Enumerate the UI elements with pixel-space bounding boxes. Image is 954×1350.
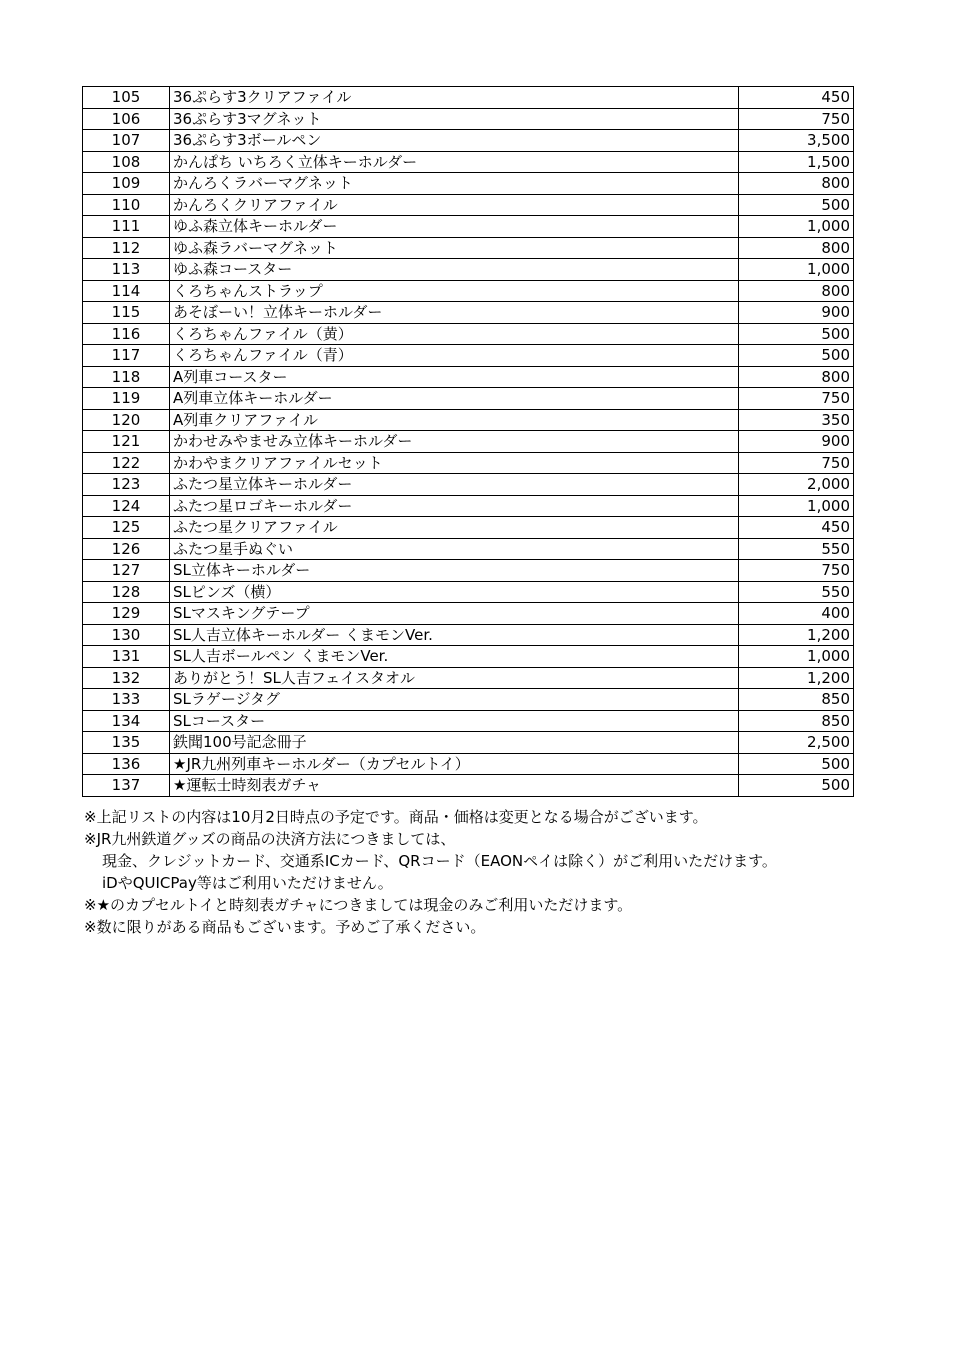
item-name: ふたつ星クリアファイル — [170, 517, 739, 539]
item-price: 3,500 — [739, 130, 854, 152]
item-number: 137 — [83, 775, 170, 797]
table-row — [83, 495, 854, 517]
notes-section — [84, 806, 777, 938]
item-name: かんぱち いちろく立体キーホルダー — [170, 151, 739, 173]
item-price: 350 — [739, 409, 854, 431]
item-number: 123 — [83, 474, 170, 496]
item-name: SLラゲージタグ — [170, 689, 739, 711]
table-row — [83, 689, 854, 711]
item-name: ふたつ星ロゴキーホルダー — [170, 495, 739, 517]
item-price: 850 — [739, 710, 854, 732]
table-row — [83, 667, 854, 689]
item-name: SL立体キーホルダー — [170, 560, 739, 582]
item-price: 800 — [739, 173, 854, 195]
note-line: 現金、クレジットカード、交通系ICカード、QRコード（EAONペイは除く）がご利用いただけます。 — [102, 852, 777, 870]
item-number: 120 — [83, 409, 170, 431]
item-price: 500 — [739, 753, 854, 775]
item-number: 119 — [83, 388, 170, 410]
item-number: 126 — [83, 538, 170, 560]
table-row — [83, 753, 854, 775]
item-name: ★運転士時刻表ガチャ — [170, 775, 739, 797]
item-name: A列車コースター — [170, 366, 739, 388]
item-name: あそぼーい！立体キーホルダー — [170, 302, 739, 324]
item-number: 121 — [83, 431, 170, 453]
item-price: 550 — [739, 581, 854, 603]
table-row — [83, 302, 854, 324]
table-row — [83, 345, 854, 367]
item-name: かんろくラバーマグネット — [170, 173, 739, 195]
item-price: 1,500 — [739, 151, 854, 173]
item-name: SLコースター — [170, 710, 739, 732]
item-number: 111 — [83, 216, 170, 238]
item-name: ★JR九州列車キーホルダー（カプセルトイ） — [170, 753, 739, 775]
table-row — [83, 646, 854, 668]
item-name: SL人吉ボールペン くまモンVer. — [170, 646, 739, 668]
item-price: 900 — [739, 302, 854, 324]
table-row — [83, 775, 854, 797]
item-price: 2,000 — [739, 474, 854, 496]
table-row — [83, 560, 854, 582]
item-name: ふたつ星手ぬぐい — [170, 538, 739, 560]
item-number: 115 — [83, 302, 170, 324]
item-price: 500 — [739, 194, 854, 216]
item-number: 108 — [83, 151, 170, 173]
item-price: 800 — [739, 237, 854, 259]
table-row — [83, 151, 854, 173]
note-line: ※上記リストの内容は10月2日時点の予定です。商品・価格は変更となる場合がございます。 — [84, 808, 708, 826]
item-price: 1,000 — [739, 259, 854, 281]
item-price: 1,200 — [739, 667, 854, 689]
item-name: ふたつ星立体キーホルダー — [170, 474, 739, 496]
table-row — [83, 108, 854, 130]
table-row — [83, 194, 854, 216]
item-number: 114 — [83, 280, 170, 302]
item-number: 107 — [83, 130, 170, 152]
table-row — [83, 323, 854, 345]
goods-price-list — [82, 86, 854, 797]
item-price: 850 — [739, 689, 854, 711]
item-name: かんろくクリアファイル — [170, 194, 739, 216]
item-price: 450 — [739, 517, 854, 539]
item-number: 135 — [83, 732, 170, 754]
item-price: 450 — [739, 87, 854, 109]
item-number: 124 — [83, 495, 170, 517]
item-name: かわせみやませみ立体キーホルダー — [170, 431, 739, 453]
note-line: iDやQUICPay等はご利用いただけません。 — [102, 874, 393, 892]
table-row — [83, 581, 854, 603]
item-price: 1,000 — [739, 646, 854, 668]
item-number: 130 — [83, 624, 170, 646]
table-row — [83, 87, 854, 109]
item-name: SL人吉立体キーホルダー くまモンVer. — [170, 624, 739, 646]
table-row — [83, 624, 854, 646]
item-name: 36ぷらす3マグネット — [170, 108, 739, 130]
item-price: 500 — [739, 345, 854, 367]
table-row — [83, 431, 854, 453]
item-name: SLマスキングテープ — [170, 603, 739, 625]
table-row — [83, 452, 854, 474]
table-row — [83, 388, 854, 410]
item-number: 106 — [83, 108, 170, 130]
item-price: 800 — [739, 366, 854, 388]
item-number: 136 — [83, 753, 170, 775]
table-row — [83, 130, 854, 152]
item-name: ゆふ森ラバーマグネット — [170, 237, 739, 259]
note-line: ※★のカプセルトイと時刻表ガチャにつきましては現金のみご利用いただけます。 — [84, 896, 633, 914]
table-row — [83, 538, 854, 560]
item-number: 117 — [83, 345, 170, 367]
item-name: くろちゃんファイル（黄） — [170, 323, 739, 345]
table-row — [83, 710, 854, 732]
item-name: かわやまクリアファイルセット — [170, 452, 739, 474]
item-number: 105 — [83, 87, 170, 109]
item-price: 550 — [739, 538, 854, 560]
item-name: 36ぷらす3クリアファイル — [170, 87, 739, 109]
item-name: 鉄聞100号記念冊子 — [170, 732, 739, 754]
goods-table — [82, 86, 854, 797]
item-name: A列車クリアファイル — [170, 409, 739, 431]
item-name: ありがとう！SL人吉フェイスタオル — [170, 667, 739, 689]
item-name: くろちゃんストラップ — [170, 280, 739, 302]
table-row — [83, 366, 854, 388]
item-price: 1,000 — [739, 495, 854, 517]
table-row — [83, 237, 854, 259]
item-number: 112 — [83, 237, 170, 259]
table-row — [83, 474, 854, 496]
item-price: 500 — [739, 323, 854, 345]
item-number: 129 — [83, 603, 170, 625]
table-row — [83, 517, 854, 539]
item-number: 110 — [83, 194, 170, 216]
item-price: 750 — [739, 452, 854, 474]
item-number: 118 — [83, 366, 170, 388]
item-number: 127 — [83, 560, 170, 582]
item-number: 113 — [83, 259, 170, 281]
table-row — [83, 280, 854, 302]
item-number: 128 — [83, 581, 170, 603]
item-price: 750 — [739, 108, 854, 130]
goods-table-body — [83, 87, 854, 797]
item-price: 500 — [739, 775, 854, 797]
item-number: 133 — [83, 689, 170, 711]
item-number: 132 — [83, 667, 170, 689]
table-row — [83, 173, 854, 195]
item-price: 750 — [739, 560, 854, 582]
item-price: 1,000 — [739, 216, 854, 238]
item-price: 750 — [739, 388, 854, 410]
item-number: 131 — [83, 646, 170, 668]
item-price: 400 — [739, 603, 854, 625]
item-name: SLピンズ（横） — [170, 581, 739, 603]
item-price: 800 — [739, 280, 854, 302]
item-name: くろちゃんファイル（青） — [170, 345, 739, 367]
table-row — [83, 259, 854, 281]
table-row — [83, 216, 854, 238]
item-price: 2,500 — [739, 732, 854, 754]
item-number: 134 — [83, 710, 170, 732]
item-number: 116 — [83, 323, 170, 345]
item-name: ゆふ森立体キーホルダー — [170, 216, 739, 238]
item-name: A列車立体キーホルダー — [170, 388, 739, 410]
note-line: ※JR九州鉄道グッズの商品の決済方法につきましては、 — [84, 830, 456, 848]
item-price: 1,200 — [739, 624, 854, 646]
note-line: ※数に限りがある商品もございます。予めご了承ください。 — [84, 918, 486, 936]
item-number: 125 — [83, 517, 170, 539]
table-row — [83, 409, 854, 431]
item-price: 900 — [739, 431, 854, 453]
item-name: ゆふ森コースター — [170, 259, 739, 281]
item-name: 36ぷらす3ボールペン — [170, 130, 739, 152]
table-row — [83, 603, 854, 625]
item-number: 122 — [83, 452, 170, 474]
table-row — [83, 732, 854, 754]
item-number: 109 — [83, 173, 170, 195]
